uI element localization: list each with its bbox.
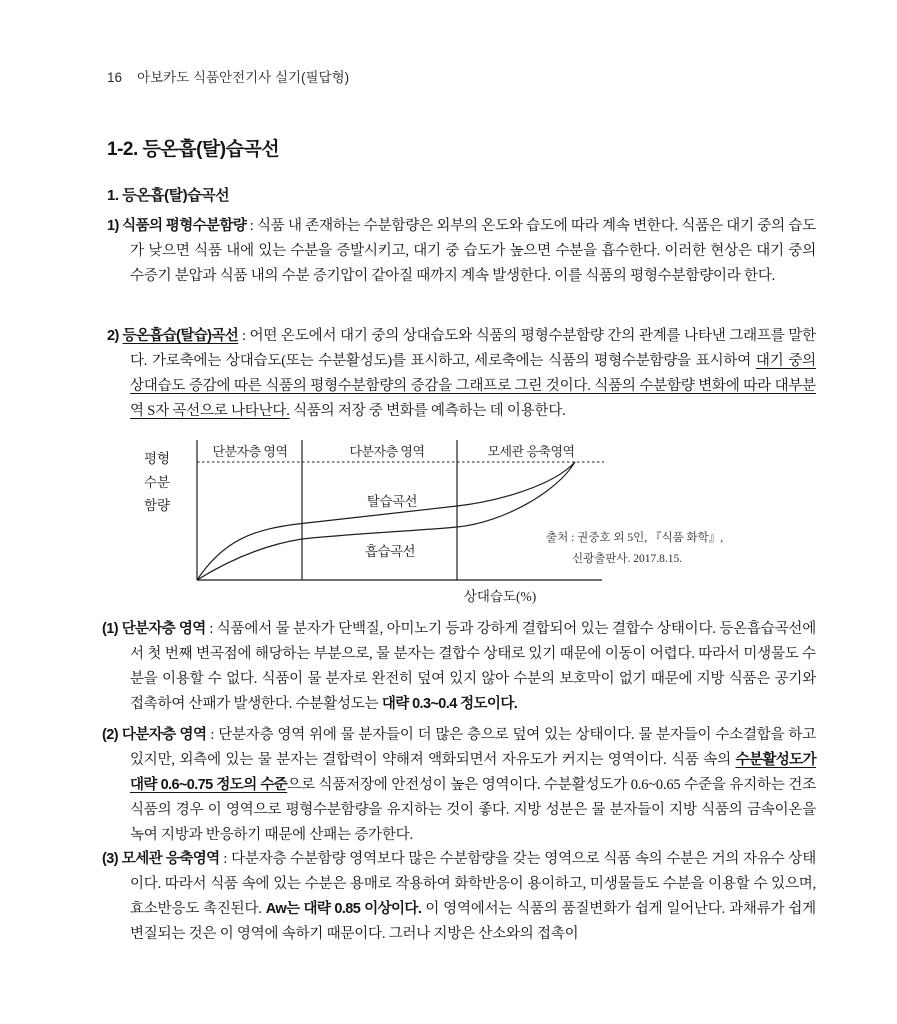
paragraph-equilibrium-moisture: 1) 식품의 평형수분함량 : 식품 내 존재하는 수분함량은 외부의 온도와 습도에 따라 계속 변한다. 식품은 대기 중의 습도가 낮으면 식품 내에 있는 수분을 증발시키고, 대기 중 습도가 높으면 수분을 흡수한다. 이러한 현상은 대기 중의 수증기 분압과 식품 내의 수분 증기압이 같아질 때까지 계속 발생한다. 이를 식품의 평형수분함량이라 한다. xyxy=(107,218,816,284)
paragraph-isotherm-definition: 2) 등온흡습(탈습)곡선 : 어떤 온도에서 대기 중의 상대습도와 식품의 평형수분함량 간의 관계를 나타낸 그래프를 말한다. 가로축에는 상대습도(또는 수분활성도)를 표시하고, 세로축에는 식품의 평형수분함량을 표시하여 대기 중의 상대습도 증감에 따른 식품의 평형수분함량의 증감을 그래프로 그린 것이다. 식품의 수분함량 변화에 따라 대부분 역 S자 곡선으로 나타난다. 식품의 저장 중 변화를 예측하는 데 이용한다. xyxy=(107,328,816,419)
sorption-isotherm-diagram xyxy=(140,438,820,610)
section-title: 1-2. 등온흡(탈)습곡선 xyxy=(107,139,280,160)
desorption-curve-label: 탈습곡선 xyxy=(366,494,418,509)
book-title: 아보카도 식품안전기사 실기(필답형) xyxy=(137,70,350,85)
page-header xyxy=(107,66,349,86)
y-axis-label: 평형 수분 함량 xyxy=(143,451,171,513)
region-label-multilayer: 다분자층 영역 xyxy=(349,444,425,459)
x-axis-label: 상대습도(%) xyxy=(463,589,537,604)
region-label-monolayer: 단분자층 영역 xyxy=(212,444,288,459)
adsorption-curve-label: 흡습곡선 xyxy=(364,544,416,559)
subsection-title: 1. 등온흡(탈)습곡선 xyxy=(107,187,230,204)
citation-line-2: 신광출판사. 2017.8.15. xyxy=(572,553,683,565)
source-citation xyxy=(546,528,723,570)
paragraph-capillary-region: (3) 모세관 응축영역 : 다분자층 수분함량 영역보다 많은 수분함량을 갖는 영역으로 식품 속의 수분은 거의 자유수 상태이다. 따라서 식품 속에 있는 수분은 용매로 작용하여 화학반응이 용이하고, 미생물들도 수분을 이용할 수 있으며, 효소반응도 촉진된다. Aw는 대략 0.85 이상이다. 이 영역에서는 식품의 품질변화가 쉽게 일어난다. 과채류가 쉽게 변질되는 것은 이 영역에 속하기 때문이다. 그러나 지방은 산소와의 접촉이 xyxy=(102,851,817,942)
page-number: 16 xyxy=(107,70,123,85)
desorption-curve xyxy=(197,462,575,580)
region-label-capillary: 모세관 응축영역 xyxy=(487,444,575,459)
adsorption-curve xyxy=(197,462,575,580)
paragraph-multilayer-region: (2) 다분자층 영역 : 단분자층 영역 위에 물 분자들이 더 많은 층으로 덮여 있는 상태이다. 물 분자들이 수소결합을 하고 있지만, 외측에 있는 물 분자는 결합력이 약해져 액화되면서 자유도가 커지는 영역이다. 식품 속의 수분활성도가 대략 0.6~0.75 정도의 수준으로 식품저장에 안전성이 높은 영역이다. 수분활성도가 0.6~0.65 수준을 유지하는 건조식품의 경우 이 영역으로 평형수분함량을 유지하는 것이 좋다. 지방 성분은 물 분자들이 지방 식품의 금속이온을 녹여 지방과 반응하기 때문에 산패는 증가한다. xyxy=(102,727,816,843)
citation-line-1: 출처 : 권중호 외 5인, 『식품 화학』, xyxy=(546,532,724,544)
paragraph-monolayer-region: (1) 단분자층 영역 : 식품에서 물 분자가 단백질, 아미노기 등과 강하게 결합되어 있는 결합수 상태이다. 등온흡습곡선에서 첫 번째 변곡점에 해당하는 부분으로, 물 분자는 결합수 상태로 있기 때문에 이동이 어렵다. 따라서 미생물도 수분을 이용할 수 없다. 식품이 물 분자로 완전히 덮여 있지 않아 수분의 보호막이 없기 때문에 지방 식품은 공기와 접촉하여 산패가 발생한다. 수분활성도는 대략 0.3~0.4 정도이다. xyxy=(102,621,816,712)
